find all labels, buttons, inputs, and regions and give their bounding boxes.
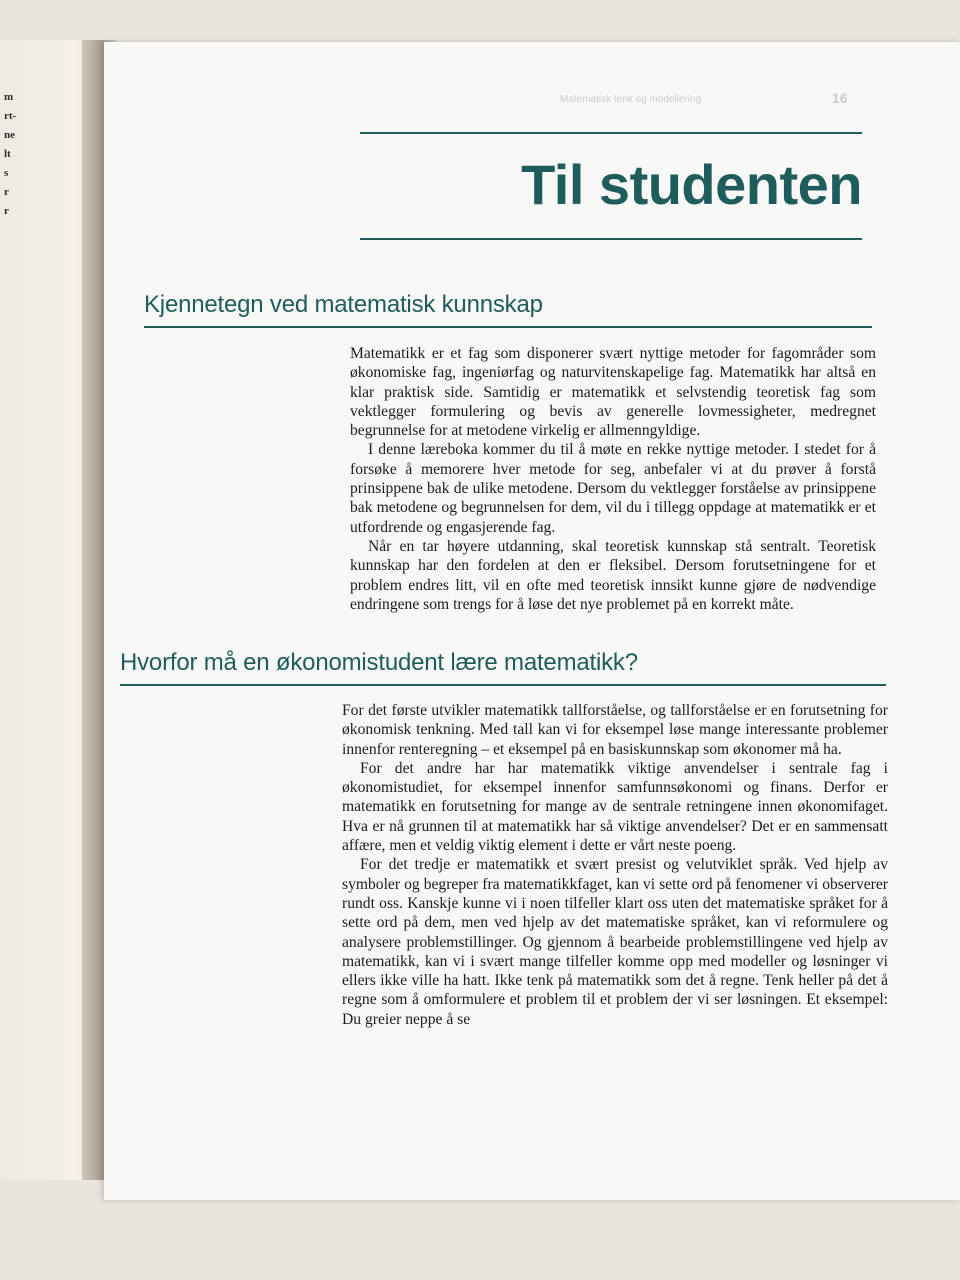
paragraph: I denne læreboka kommer du til å møte en rekke nyttige metoder. I stedet for å forsøke å memorere hver metode for seg, anbefaler vi at du prøver å forstå prinsippene bak de ulike metodene. Dersom du vektlegger forståelse av prinsippene bak metodene og begrunnelsen for dem, vil du i tillegg oppdage at matematikk er et utfordrende og engasjerende fag. [350, 441, 876, 536]
paragraph: Matematikk er et fag som disponerer svært nyttige metoder for fagområder som økonomiske fag, ingeniørfag og naturvitenskapelige fag. Matematikk har altså en klar praktisk side. Samtidig er matematikk et selvstendig teoretisk fag som vektlegger formulering og bevis av generelle lovmessigheter, medregnet begrunnelse for at metodene virkelig er allmenngyldige. [350, 345, 876, 440]
left-fragment: s [4, 167, 9, 179]
left-fragment: r [4, 205, 9, 217]
title-rule-top [360, 132, 862, 134]
section-2-body [342, 701, 888, 1029]
paragraph: For det tredje er matematikk et svært presist og velutviklet språk. Ved hjelp av symboler og begreper fra matematikkfaget, kan vi sette ord på fenomener vi observerer rundt oss. Kanskje kunne vi i noen tilfeller klart oss uten det matematiske språket for å sette ord på dem, men ved hjelp av det matematiske språket, kan vi reformulere og analysere problemstillinger. Og gjennom å bearbeide problemstillingene ved hjelp av matematikk, kan vi i svært mange tilfeller komme opp med modeller og løsninger vi ellers ikke ville ha hatt. Ikke tenk på matematikk som det å regne. Tenk heller på det å regne som å omformulere et problem til et problem der vi ser løsningen. Et eksempel: Du greier neppe å se [342, 856, 888, 1028]
left-fragment: ne [4, 129, 15, 141]
left-fragment: m [4, 91, 14, 103]
paragraph: For det første utvikler matematikk tallforståelse, og tallforståelse er en forutsetning for økonomisk tenkning. Med tall kan vi for eksempel løse mange interessante problemer innenfor renteregning – et eksempel på en basiskunnskap som økonomer må ha. [342, 702, 888, 758]
page-number: 16 [832, 90, 848, 106]
paragraph: For det andre har har matematikk viktige anvendelser i sentrale fag i økonomistudiet, for eksempel innenfor samfunnsøkonomi og finans. Derfor er matematikk en forutsetning for mange av de sentrale retningene innen økonomifaget. Hva er nå grunnen til at matematikk har så viktige anvendelser? Det er en sammensatt affære, men et veldig viktig element i dette er vårt neste poeng. [342, 759, 888, 855]
section-rule-2 [120, 684, 886, 686]
title-rule-bottom [360, 238, 862, 240]
section-rule-1 [144, 326, 872, 328]
chapter-title: Til studenten [521, 153, 862, 216]
section-heading-2: Hvorfor må en økonomistudent lære matematikk? [120, 649, 638, 676]
left-fragment: r [4, 186, 9, 198]
left-fragment: rt- [4, 110, 17, 122]
paragraph: Når en tar høyere utdanning, skal teoretisk kunnskap stå sentralt. Teoretisk kunnskap har den fordelen at den er fleksibel. Dersom forutsetningene for et problem endres litt, vil en ofte med teoretisk innsikt kunne gjøre de nødvendige endringene som trengs for å løse det nye problemet på en korrekt måte. [350, 537, 876, 613]
section-heading-1: Kjennetegn ved matematisk kunnskap [144, 291, 543, 318]
left-page-text-fragments [4, 88, 34, 221]
left-fragment: lt [4, 148, 11, 160]
section-1-body [350, 344, 876, 614]
book-page [104, 42, 960, 1200]
running-head: Matematisk tenk og modellering [560, 94, 702, 105]
